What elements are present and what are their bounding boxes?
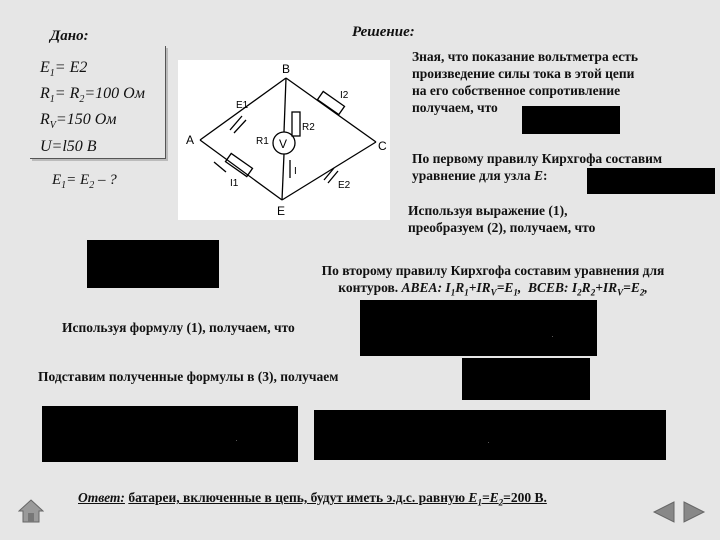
- p4-line-2: контуров. ABEA: $I_1R_1+IR_V=E_1$, BCEB: $I_2R_2+IR_V=E_2$,: [338, 280, 648, 298]
- answer-label: Ответ:: [78, 490, 125, 505]
- label-i: I: [294, 166, 297, 177]
- p1-line-2: произведение силы тока в этой цепи: [412, 66, 635, 81]
- label-i2: I2: [340, 90, 349, 101]
- answer-text: батареи, включенные в цепь, будут иметь э.д.с. равную $E_1=E_2=200$ В.: [128, 490, 547, 508]
- paragraph-3: [408, 202, 595, 236]
- given-question: $E_1= E_2$ – ?: [52, 172, 117, 191]
- redacted-formula-7: [314, 410, 666, 460]
- redacted-formula-2: [587, 168, 715, 194]
- node-e: E: [277, 204, 286, 218]
- paragraph-6: Подставим полученные формулы в (3), получаем: [38, 369, 339, 384]
- answer: [78, 489, 547, 512]
- given-heading: Дано:: [50, 28, 89, 44]
- p1-line-4: получаем, что: [412, 100, 498, 115]
- p1-line-3: на его собственное сопротивление: [412, 83, 621, 98]
- home-icon[interactable]: [18, 498, 44, 524]
- p3-line-1: Используя выражение (1),: [408, 203, 568, 218]
- forward-arrow-icon[interactable]: [682, 500, 706, 524]
- given-line-2: $R_1= R_2=100$ Ом: [40, 85, 145, 106]
- p4-line-1: По второму правилу Кирхгофа составим уравнения для: [321, 263, 665, 278]
- label-e1: E1: [236, 100, 249, 111]
- label-v: V: [279, 137, 288, 151]
- label-r1: R1: [256, 136, 269, 147]
- label-e2: E2: [338, 180, 351, 191]
- circuit-diagram: [178, 60, 390, 220]
- redacted-formula-5: [462, 358, 590, 400]
- redacted-formula-4: [360, 300, 597, 356]
- given-list: [40, 58, 145, 157]
- given-line-4: U=l50 В: [40, 137, 97, 155]
- paragraph-4: [288, 262, 698, 302]
- circuit-svg: [178, 60, 390, 220]
- label-r2: R2: [302, 122, 315, 133]
- given-line-1: $E_1= E2$: [40, 59, 88, 80]
- redacted-formula-6: [42, 406, 298, 462]
- redacted-formula-3: [87, 240, 219, 288]
- p2-line-2: уравнение для узла E:: [412, 168, 548, 183]
- solution-heading: Решение:: [352, 24, 415, 40]
- node-b: B: [282, 62, 291, 76]
- label-i1: I1: [230, 178, 239, 189]
- node-c: C: [378, 139, 387, 153]
- node-a: A: [186, 133, 195, 147]
- redacted-formula-1: [522, 106, 620, 134]
- paragraph-5: Используя формулу (1), получаем, что: [62, 320, 295, 335]
- p3-line-2: преобразуем (2), получаем, что: [408, 220, 596, 235]
- p1-line-1: Зная, что показание вольтметра есть: [412, 49, 638, 64]
- given-line-3: $R_V=150$ Ом: [40, 111, 117, 132]
- p2-line-1: По первому правилу Кирхгофа составим: [412, 151, 663, 166]
- back-arrow-icon[interactable]: [652, 500, 676, 524]
